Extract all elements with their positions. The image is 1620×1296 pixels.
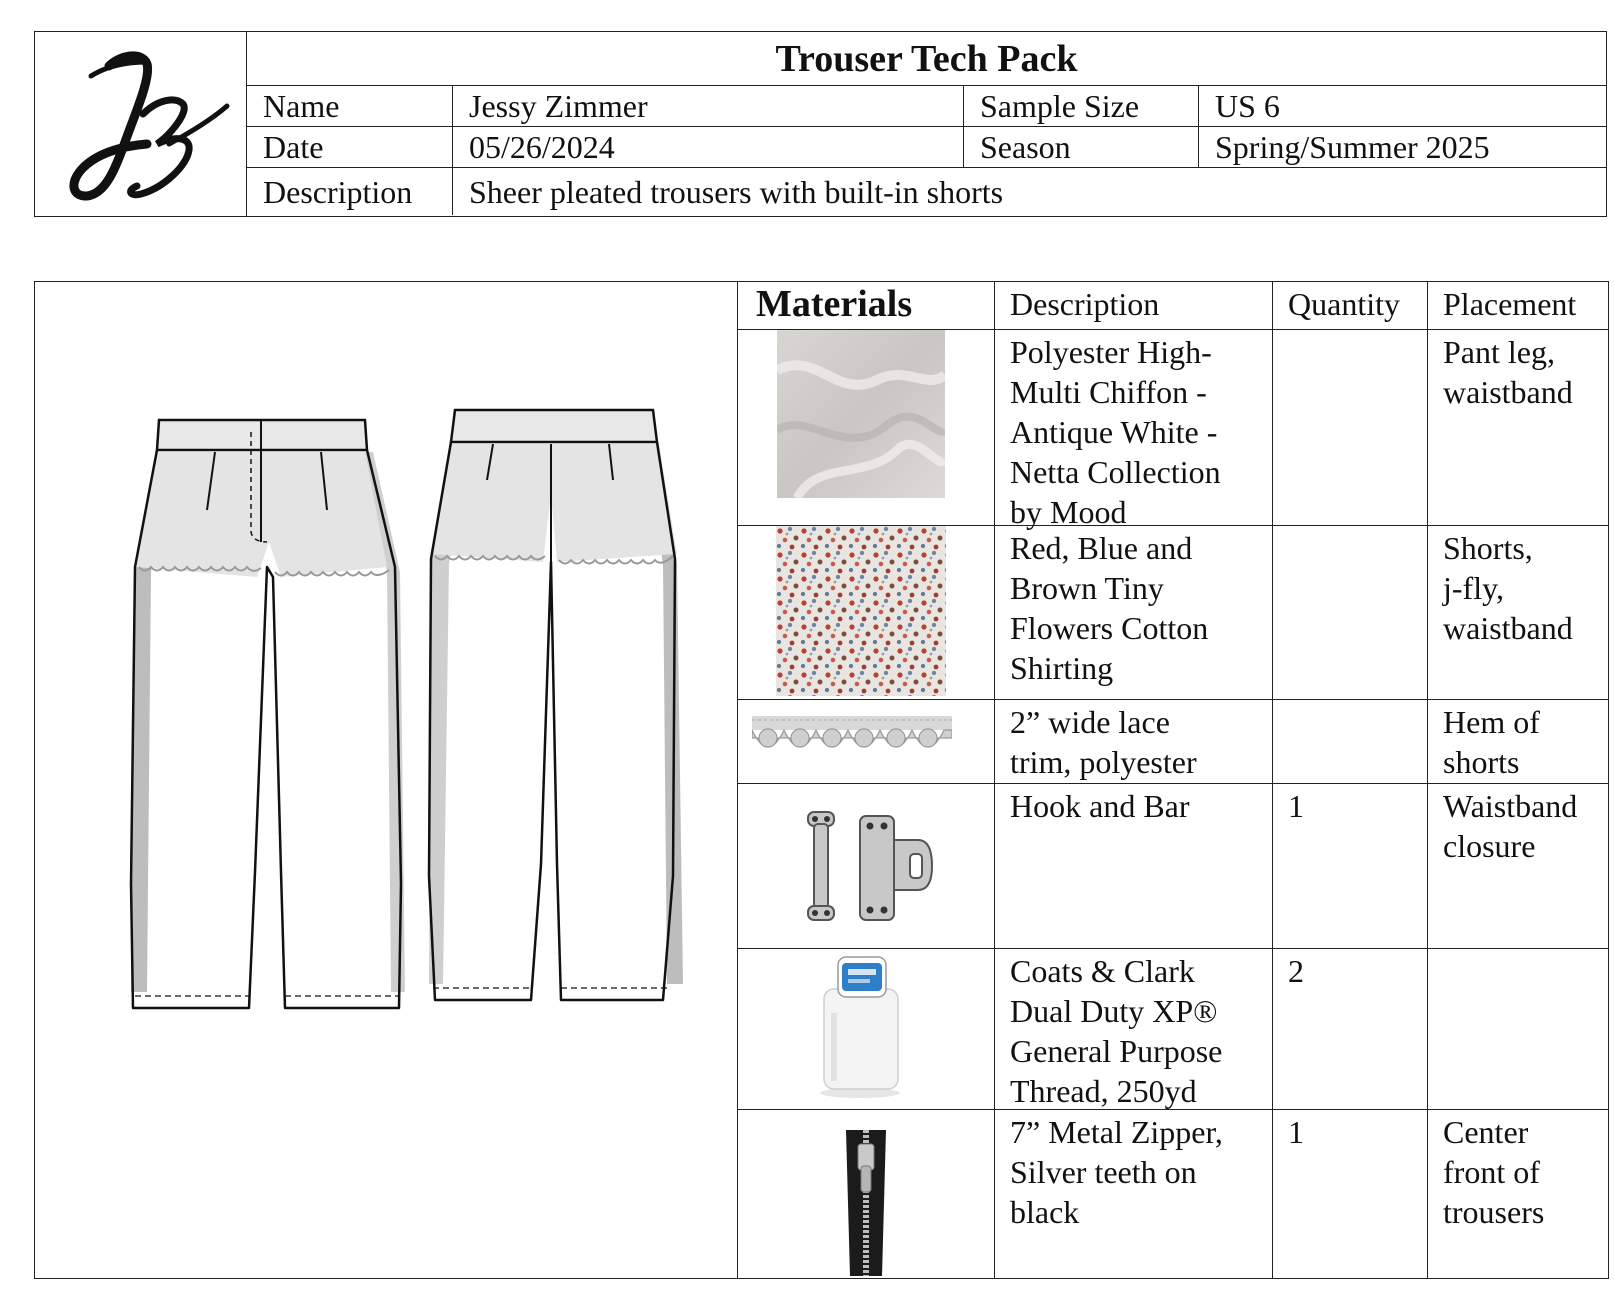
material-row — [738, 784, 1608, 949]
material-row — [738, 1110, 1608, 1278]
trousers-front-view — [131, 420, 405, 1008]
material-image-cell — [738, 526, 994, 699]
description-heading: Description — [994, 282, 1272, 329]
page-title: Trouser Tech Pack — [775, 37, 1078, 80]
materials-header-row — [738, 282, 1608, 330]
header-info-table — [247, 32, 1606, 216]
placement-heading: Placement — [1427, 282, 1608, 329]
name-label: Name — [263, 88, 340, 124]
description-line: 2” wide lace — [1010, 704, 1170, 740]
material-image-cell — [738, 784, 994, 948]
material-placement — [1427, 1110, 1608, 1278]
description-line: Shirting — [1010, 650, 1114, 686]
description-line: black — [1010, 1194, 1080, 1230]
title-row — [247, 32, 1606, 86]
logo-cell — [35, 32, 247, 216]
season-value: Spring/Summer 2025 — [1198, 127, 1606, 167]
material-quantity: 1 — [1272, 1110, 1427, 1278]
material-image-cell — [738, 330, 994, 525]
material-description — [994, 700, 1272, 783]
name-row — [247, 86, 1606, 127]
sample-size-label: Sample Size — [963, 86, 1198, 126]
description-line: by Mood — [1010, 494, 1127, 530]
description-label: Description — [263, 173, 413, 210]
description-line: Silver teeth on — [1010, 1154, 1197, 1190]
material-description — [994, 330, 1272, 530]
placement-line: Hem of — [1443, 704, 1540, 740]
tech-pack-header — [34, 31, 1607, 217]
description-line: Dual Duty XP® — [1010, 993, 1218, 1029]
description-line: Hook and Bar — [1010, 788, 1190, 824]
trouser-flat-sketches — [95, 392, 695, 1012]
material-quantity: 1 — [1272, 784, 1427, 948]
sample-size-value: US 6 — [1198, 86, 1606, 126]
description-line: Thread, 250yd — [1010, 1073, 1197, 1109]
date-value: 05/26/2024 — [452, 127, 963, 167]
description-line: Multi Chiffon - — [1010, 374, 1207, 410]
description-line: Brown Tiny — [1010, 570, 1164, 606]
description-line: 7” Metal Zipper, — [1010, 1114, 1223, 1150]
description-row — [247, 168, 1606, 215]
description-line: Netta Collection — [1010, 454, 1221, 490]
placement-line: Waistband — [1443, 788, 1578, 824]
materials-table — [738, 282, 1608, 1278]
material-quantity — [1272, 526, 1427, 699]
season-label: Season — [963, 127, 1198, 167]
material-description — [994, 1110, 1272, 1278]
placement-line: j-fly, — [1443, 570, 1505, 606]
main-block — [34, 281, 1609, 1279]
placement-line: Shorts, — [1443, 530, 1533, 566]
description-line: Red, Blue and — [1010, 530, 1193, 566]
material-row — [738, 949, 1608, 1110]
placement-line: waistband — [1443, 374, 1573, 410]
lace-trim-image — [752, 708, 952, 772]
flat-sketch-area — [35, 282, 738, 1278]
placement-line: trousers — [1443, 1194, 1545, 1230]
material-row — [738, 700, 1608, 784]
material-quantity — [1272, 700, 1427, 783]
description-line: General Purpose — [1010, 1033, 1223, 1069]
material-placement — [1427, 330, 1608, 525]
material-description — [994, 784, 1272, 948]
date-row — [247, 127, 1606, 168]
material-image-cell — [738, 949, 994, 1109]
metal-zipper-image — [838, 1126, 894, 1276]
material-placement — [1427, 784, 1608, 948]
description-line: Antique White - — [1010, 414, 1218, 450]
materials-heading: Materials — [756, 283, 913, 325]
hook-and-bar-image — [800, 810, 940, 926]
material-description — [994, 949, 1272, 1109]
placement-line: Pant leg, — [1443, 334, 1555, 370]
material-placement — [1427, 526, 1608, 699]
material-row — [738, 526, 1608, 700]
thread-spool-image — [814, 953, 914, 1099]
description-line: Polyester High- — [1010, 334, 1212, 370]
description-line: Coats & Clark — [1010, 953, 1195, 989]
jz-monogram-logo — [51, 44, 231, 204]
material-row — [738, 330, 1608, 530]
placement-line: shorts — [1443, 744, 1520, 780]
placement-line: Center — [1443, 1114, 1529, 1150]
trousers-back-view — [429, 410, 683, 1000]
name-value: Jessy Zimmer — [452, 86, 963, 126]
placement-line: front of — [1443, 1154, 1540, 1190]
material-description — [994, 526, 1272, 699]
material-image-cell — [738, 700, 994, 783]
material-quantity: 2 — [1272, 949, 1427, 1109]
material-placement — [1427, 700, 1608, 783]
material-quantity — [1272, 330, 1427, 525]
description-line: trim, polyester — [1010, 744, 1197, 780]
quantity-heading: Quantity — [1272, 282, 1427, 329]
material-placement — [1427, 949, 1608, 1109]
material-image-cell — [738, 1110, 994, 1278]
placement-line: waistband — [1443, 610, 1573, 646]
description-line: Flowers Cotton — [1010, 610, 1209, 646]
placement-line: closure — [1443, 828, 1536, 864]
chiffon-swatch-image — [777, 330, 945, 498]
description-value: Sheer pleated trousers with built-in shorts — [452, 168, 1606, 215]
floral-swatch-image — [776, 526, 946, 696]
date-label: Date — [263, 129, 324, 165]
